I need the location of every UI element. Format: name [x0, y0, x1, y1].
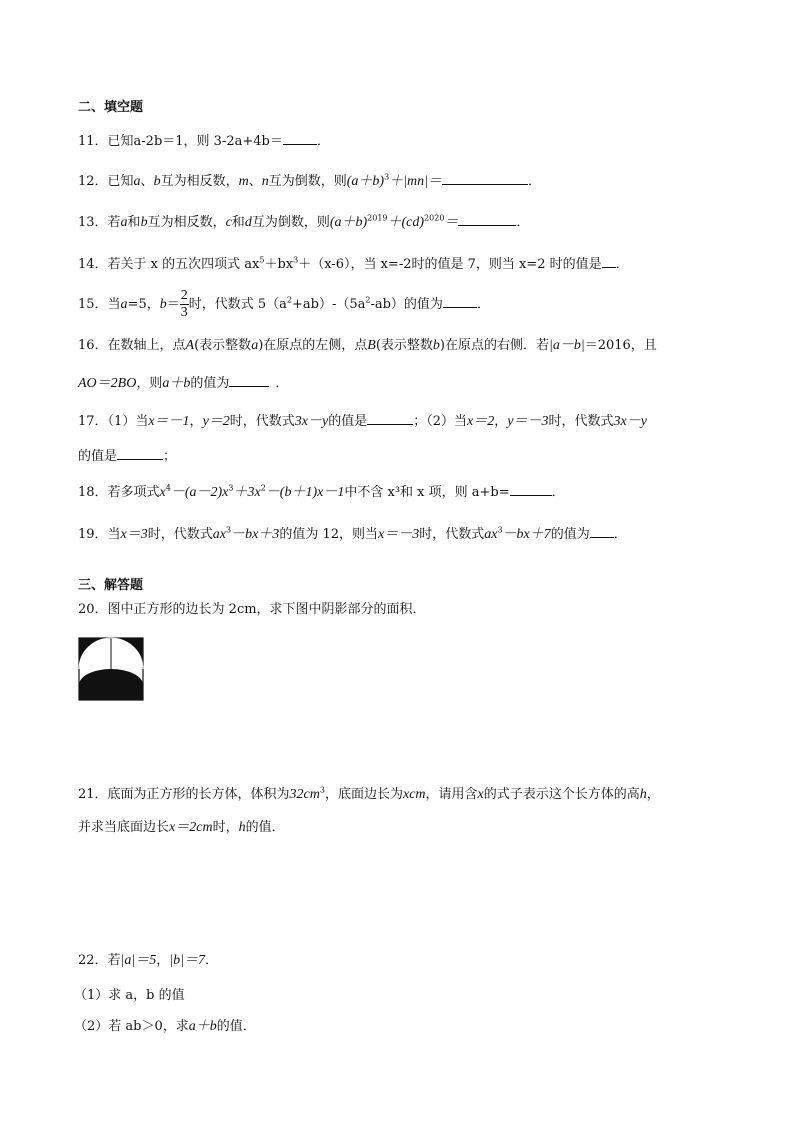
question-22-part-1: （1）求 a，b 的值 — [74, 988, 185, 1003]
q22-pre: 22．若 — [78, 953, 121, 968]
q19-expr1b: －bx＋3 — [231, 527, 280, 542]
question-17-line-1 — [78, 410, 647, 432]
q21-text-d: ， — [646, 787, 660, 802]
q16-text-b: )在原点的左侧，点 — [258, 338, 368, 353]
q17-expr2: 3x－y — [613, 414, 647, 429]
q18-text: 中不含 x³和 x 项，则 a+b= — [344, 485, 510, 500]
q12-end: ． — [527, 174, 541, 189]
q12-mid: 互为相反数， — [160, 174, 239, 189]
q21-volume: 32cm — [289, 787, 320, 802]
question-19 — [78, 523, 627, 545]
q13-mid2: 互为倒数，则 — [251, 215, 330, 230]
q18-pre: 18．若多项式 — [78, 485, 160, 500]
q14-pre: 14．若关于 x 的五次四项式 ax — [78, 257, 260, 272]
question-22-part-2 — [74, 1017, 256, 1037]
q12-expr1: (a＋b) — [346, 174, 385, 189]
question-16-line-2 — [78, 372, 288, 394]
q13-var-d: d — [244, 215, 252, 230]
q17-text1: 时，代数式 — [229, 414, 295, 429]
q17-comma2: ， — [494, 414, 508, 429]
q17-text2: 的值是 — [328, 414, 368, 429]
q18-end: ． — [551, 485, 565, 500]
question-20: 20．图中正方形的边长为 2cm，求下图中阴影部分的面积． — [78, 602, 426, 617]
shaded-square-figure — [78, 637, 144, 701]
q16-mid: ，则 — [136, 376, 163, 391]
q13-exp1: 2019 — [367, 213, 388, 223]
q19-text2: 的值为 12，则当 — [279, 527, 378, 542]
q21-side: xcm — [402, 787, 426, 802]
question-18 — [78, 481, 565, 503]
q13-end: ． — [516, 215, 530, 230]
q12-var-a: a — [133, 174, 141, 189]
q15-exp1: 2 — [286, 295, 292, 305]
q22-end: ． — [204, 953, 218, 968]
q13-pre: 13．若 — [78, 215, 121, 230]
q19-answer-blank — [590, 523, 614, 538]
q16-sum: a＋b — [162, 376, 191, 391]
q11-text: 11．已知a-2b＝1，则 3-2a+4b＝ — [78, 134, 283, 149]
q17-x1: x＝－1 — [148, 414, 190, 429]
q13-expr2: (cd) — [401, 215, 425, 230]
q16-end: ． — [275, 376, 289, 391]
q14-post: ＋（x-6），当 x=-2时的值是 7，则当 x=2 时的值是 — [298, 257, 602, 272]
question-16-line-1 — [78, 336, 657, 356]
q14-exp2: 3 — [293, 255, 299, 265]
q21-text-b: ，请用含 — [425, 787, 478, 802]
q13-var-c: c — [225, 215, 232, 230]
q15-end: ． — [476, 297, 490, 312]
q12-abs: |mn| — [403, 174, 428, 189]
question-15 — [78, 288, 490, 322]
q18-answer-blank — [510, 481, 552, 496]
q17-comma1: ， — [189, 414, 203, 429]
q12-var-m: m — [238, 174, 249, 189]
q21-var-h: h — [639, 787, 647, 802]
shaded-region-lower — [79, 669, 143, 700]
q22-part2-pre: （2）若 ab＞0，求 — [74, 1019, 189, 1034]
q17-line2-end: ； — [163, 449, 177, 464]
q18-term3: －(b＋1)x－1 — [265, 485, 345, 500]
q21-var-x: x — [477, 787, 484, 802]
q12-plus: ＋ — [389, 174, 404, 189]
q16-text-e: ＝2016，且 — [584, 338, 657, 353]
q16-text-c: (表示整数 — [375, 338, 433, 353]
q16-abs: |a－b| — [548, 338, 585, 353]
q17-pre: 17．（1）当 — [78, 414, 149, 429]
q17-text4: 时，代数式 — [548, 414, 614, 429]
q19-pre: 19．当 — [78, 527, 121, 542]
q18-exp4: 4 — [165, 483, 171, 493]
q13-answer-blank — [458, 211, 516, 226]
q15-post3: -ab）的值为 — [370, 297, 443, 312]
q13-and1: 和 — [127, 215, 141, 230]
q12-exp1: 3 — [384, 172, 390, 182]
section-title-fill: 二、填空题 — [78, 100, 144, 115]
q14-end: ． — [615, 257, 629, 272]
q13-expr1: (a＋b) — [329, 215, 368, 230]
q11-answer-blank — [283, 130, 317, 145]
q15-b-eq: ＝ — [166, 297, 180, 312]
question-14 — [78, 253, 629, 275]
q16-text-d: )在原点的右侧．若 — [439, 338, 549, 353]
q21-volume-exp: 3 — [319, 785, 325, 795]
q17-answer-blank-1 — [367, 410, 413, 425]
q22-sep: ， — [156, 953, 170, 968]
q14-answer-blank — [602, 253, 616, 268]
q12-pre: 12．已知 — [78, 174, 134, 189]
q19-text4: 的值为 — [550, 527, 590, 542]
q15-post2: +ab）-（5a — [291, 297, 366, 312]
q21-text-c: 的式子表示这个长方体的高 — [483, 787, 640, 802]
q13-var-b: b — [140, 215, 148, 230]
q16-expr: AO＝2BO — [78, 376, 137, 391]
q13-and2: 和 — [231, 215, 245, 230]
q12-sep1: 、 — [140, 174, 154, 189]
q17-y2: y＝－3 — [507, 414, 549, 429]
q15-pre: 15．当 — [78, 297, 121, 312]
q12-var-b: b — [153, 174, 161, 189]
q19-expr1: ax — [212, 527, 226, 542]
q11-end: ． — [316, 134, 330, 149]
q19-expr2b: －bx＋7 — [502, 527, 551, 542]
q16-point-b: B — [367, 338, 376, 353]
q17-answer-blank-2 — [117, 445, 163, 460]
q15-fraction-numerator: 2 — [180, 288, 188, 303]
q12-eq: ＝ — [427, 174, 442, 189]
q17-line2-text: 的值是 — [78, 449, 118, 464]
q16-var-a: a — [251, 338, 259, 353]
q14-mid: ＋bx — [264, 257, 294, 272]
q19-exp2: 3 — [497, 525, 503, 535]
section-title-answer: 三、解答题 — [78, 578, 144, 593]
q21-line2-x: x＝2cm — [169, 820, 213, 835]
q18-term2: ＋3x — [233, 485, 261, 500]
q12-answer-blank — [442, 170, 528, 185]
q15-a-value: =5， — [127, 297, 160, 312]
q17-expr1: 3x－y — [294, 414, 329, 429]
q15-post1: 时，代数式 5（a — [188, 297, 287, 312]
q15-fraction — [180, 288, 189, 321]
q15-exp2: 2 — [365, 295, 371, 305]
q14-exp1: 5 — [259, 255, 265, 265]
q18-term1: －(a－2)x — [170, 485, 229, 500]
question-22 — [78, 951, 218, 971]
q22-abs-a: |a|＝5 — [120, 953, 157, 968]
q16-text-a: (表示整数 — [194, 338, 252, 353]
q17-text3: ；（2）当 — [413, 414, 468, 429]
q13-plus: ＋ — [387, 215, 402, 230]
q15-fraction-denominator: 3 — [180, 305, 188, 320]
q13-exp2: 2020 — [424, 213, 445, 223]
question-13 — [78, 211, 529, 233]
q12-sep2: 、 — [248, 174, 262, 189]
q21-text-a: ，底面边长为 — [324, 787, 403, 802]
question-17-line-2 — [78, 445, 176, 467]
q15-var-a: a — [120, 297, 128, 312]
q15-var-b: b — [159, 297, 167, 312]
q19-x1: x＝3 — [120, 527, 148, 542]
q16-post: 的值为 — [190, 376, 230, 391]
q13-var-a: a — [120, 215, 128, 230]
q21-line2-pre: 并求当底面边长 — [78, 820, 170, 835]
q22-part2-expr: a＋b — [188, 1019, 217, 1034]
q19-end: ． — [613, 527, 627, 542]
q19-expr2: ax — [484, 527, 498, 542]
q21-line2-post: 的值． — [245, 820, 285, 835]
q17-y1: y＝2 — [202, 414, 230, 429]
q12-mid2: 互为倒数，则 — [268, 174, 347, 189]
q16-point-a: A — [185, 338, 195, 353]
question-21-line-2 — [78, 818, 285, 838]
q19-exp1: 3 — [226, 525, 232, 535]
q18-exp2: 2 — [260, 483, 266, 493]
q16-var-b: b — [432, 338, 440, 353]
q19-x2: x＝－3 — [378, 527, 420, 542]
q18-x4: x — [159, 485, 166, 500]
question-21-line-1 — [78, 785, 660, 805]
q19-text1: 时，代数式 — [147, 527, 213, 542]
q22-abs-b: |b|＝7 — [169, 953, 205, 968]
q16-pre: 16．在数轴上，点 — [78, 338, 186, 353]
q13-eq: ＝ — [444, 215, 459, 230]
q16-answer-blank — [229, 372, 269, 387]
q21-line2-mid: 时， — [212, 820, 239, 835]
q19-text3: 时，代数式 — [419, 527, 485, 542]
q15-answer-blank — [443, 293, 477, 308]
q21-line2-h: h — [238, 820, 246, 835]
q22-part2-post: 的值． — [216, 1019, 256, 1034]
q18-exp3: 3 — [228, 483, 234, 493]
question-12 — [78, 170, 541, 192]
question-11 — [78, 130, 330, 152]
q17-x2: x＝2 — [467, 414, 495, 429]
q12-var-n: n — [261, 174, 269, 189]
q21-pre: 21．底面为正方形的长方体，体积为 — [78, 787, 290, 802]
q13-mid: 互为相反数， — [147, 215, 226, 230]
